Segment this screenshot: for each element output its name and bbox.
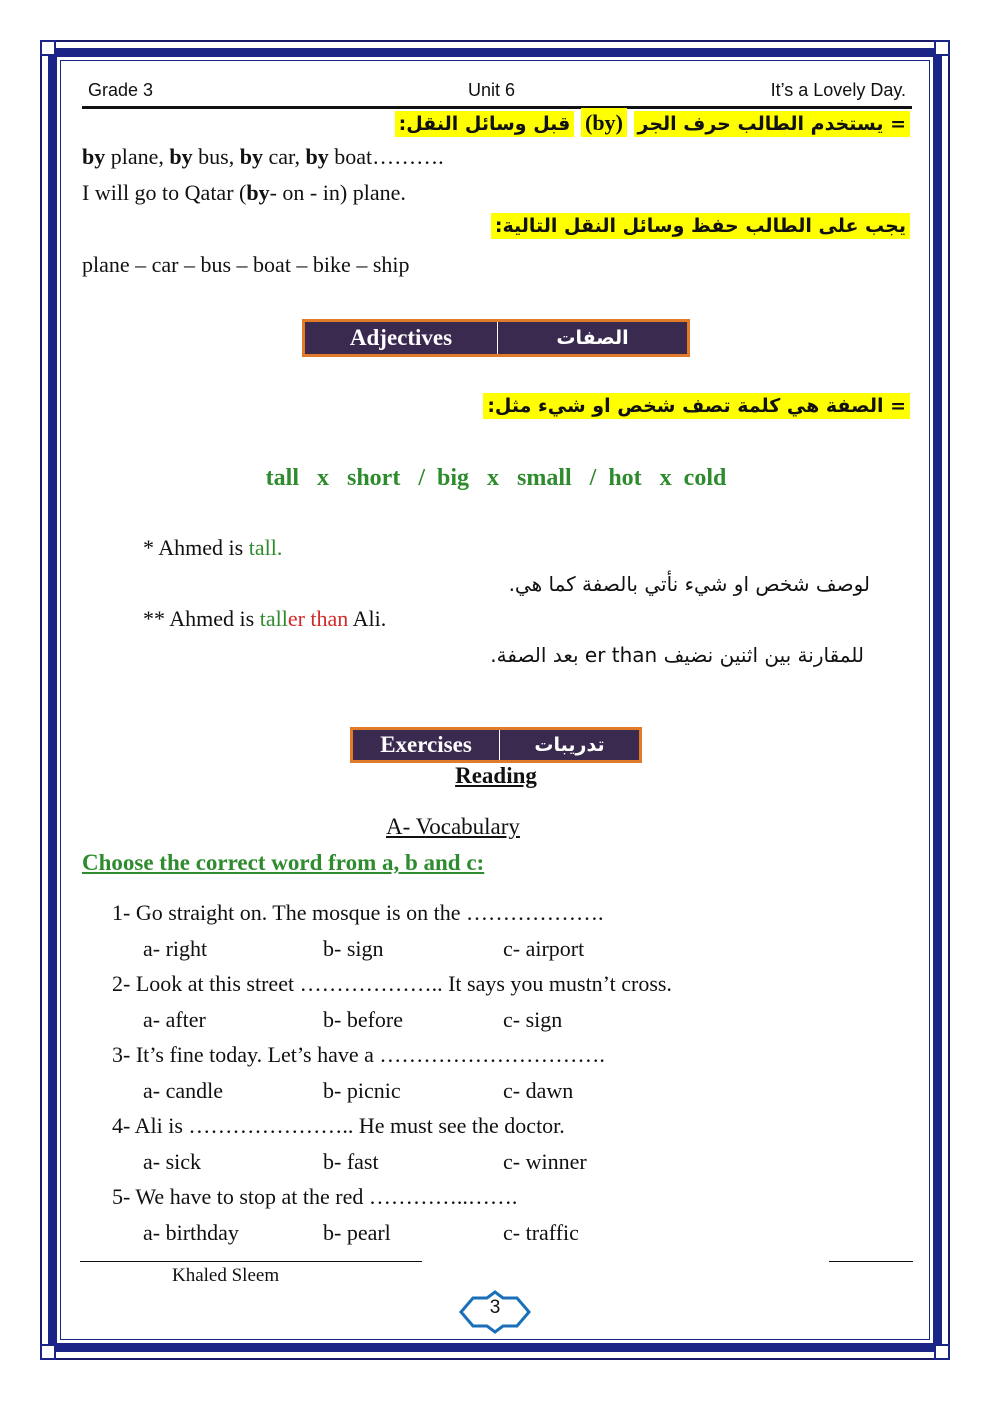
option-b[interactable]: b- before xyxy=(323,1007,404,1032)
option-c[interactable]: c- airport xyxy=(503,936,585,961)
answer-options xyxy=(112,1007,892,1042)
adjectives-badge-en: Adjectives xyxy=(305,322,498,354)
transport-list: plane – car – bus – boat – bike – ship xyxy=(82,252,410,277)
corner-ornament xyxy=(40,40,56,56)
vocabulary-heading: A- Vocabulary xyxy=(386,814,520,839)
example-text: bus, xyxy=(192,144,240,169)
reading-heading: Reading xyxy=(455,763,537,788)
example-1 xyxy=(143,535,282,561)
page-header xyxy=(82,78,912,109)
option-b[interactable]: b- sign xyxy=(323,936,384,961)
example-text: ** Ahmed is xyxy=(143,606,260,631)
adjective-word: tall xyxy=(259,606,288,631)
footer-rule-right xyxy=(829,1261,913,1262)
question-text: 2- Look at this street ……………….. It says you mustn’t cross. xyxy=(112,971,672,996)
memorize-text: يجب على الطالب حفظ وسائل النقل التالية: xyxy=(491,213,910,239)
option-c[interactable]: c- sign xyxy=(503,1007,563,1032)
by-rule-by: (by) xyxy=(581,108,627,137)
option-a[interactable]: a- candle xyxy=(143,1078,223,1103)
example-text: * Ahmed is xyxy=(143,535,249,560)
example-text: car, xyxy=(262,144,306,169)
adjective-word: tall. xyxy=(248,535,283,560)
exercises-badge xyxy=(350,727,642,763)
header-title: It’s a Lovely Day. xyxy=(770,80,906,100)
question-item xyxy=(112,971,892,1042)
sentence-text: - on - in) plane. xyxy=(269,180,406,205)
example-text: plane, xyxy=(105,144,170,169)
example-2 xyxy=(143,606,386,632)
adjectives-badge-ar: الصفات xyxy=(556,327,629,349)
exercises-badge-ar: تدريبات xyxy=(534,734,605,756)
question-item xyxy=(112,1042,892,1113)
comparative-suffix: er than xyxy=(287,606,349,631)
question-text: 4- Ali is ………………….. He must see the doctor. xyxy=(112,1113,565,1138)
question-text: 3- It’s fine today. Let’s have a …………………………. xyxy=(112,1042,605,1067)
question-text: 5- We have to stop at the red …………..……. xyxy=(112,1184,518,1209)
page-number: 3 xyxy=(489,1297,501,1318)
exercises-badge-en: Exercises xyxy=(353,730,500,760)
question-item xyxy=(112,1113,892,1184)
header-grade: Grade 3 xyxy=(88,80,154,100)
footer-author: Khaled Sleem xyxy=(172,1265,280,1286)
option-c[interactable]: c- winner xyxy=(503,1149,587,1174)
by-word: by xyxy=(82,144,106,169)
option-a[interactable]: a- sick xyxy=(143,1149,202,1174)
header-unit: Unit 6 xyxy=(468,80,516,100)
answer-options xyxy=(112,1149,892,1184)
answer-options xyxy=(112,1078,892,1113)
corner-ornament xyxy=(934,40,950,56)
by-word: by xyxy=(246,180,270,205)
adjective-definition xyxy=(483,395,910,417)
memorize-note xyxy=(491,215,910,237)
adjectives-badge xyxy=(302,319,690,357)
example-text: Ali. xyxy=(348,606,387,631)
by-word: by xyxy=(239,144,263,169)
by-rule-text-1: = يستخدم الطالب حرف الجر xyxy=(634,111,910,137)
corner-ornament xyxy=(934,1344,950,1360)
option-c[interactable]: c- traffic xyxy=(503,1220,579,1245)
by-sentence xyxy=(82,180,406,206)
question-item xyxy=(112,900,892,971)
sentence-text: I will go to Qatar ( xyxy=(82,180,247,205)
answer-options xyxy=(112,1220,892,1255)
corner-ornament xyxy=(40,1344,56,1360)
by-word: by xyxy=(305,144,329,169)
question-list xyxy=(112,900,892,1255)
option-a[interactable]: a- birthday xyxy=(143,1220,239,1245)
question-text: 1- Go straight on. The mosque is on the ………………. xyxy=(112,900,604,925)
by-rule xyxy=(395,110,910,136)
example-1-note: لوصف شخص او شيء نأتي بالصفة كما هي. xyxy=(508,572,870,596)
option-b[interactable]: b- picnic xyxy=(323,1078,401,1103)
option-a[interactable]: a- right xyxy=(143,936,208,961)
option-b[interactable]: b- fast xyxy=(323,1149,379,1174)
adjective-pairs: tall x short / big x small / hot x cold xyxy=(265,465,727,491)
footer-rule-left xyxy=(80,1261,422,1262)
definition-text: = الصفة هي كلمة تصف شخص او شيء مثل: xyxy=(483,393,910,419)
option-a[interactable]: a- after xyxy=(143,1007,206,1032)
by-rule-text-2: قبل وسائل النقل: xyxy=(395,111,575,137)
question-item xyxy=(112,1184,892,1255)
option-c[interactable]: c- dawn xyxy=(503,1078,574,1103)
option-b[interactable]: b- pearl xyxy=(323,1220,391,1245)
example-2-note: للمقارنة بين اثنين نضيف er than بعد الصفة. xyxy=(490,643,864,667)
instruction: Choose the correct word from a, b and c: xyxy=(82,850,485,875)
by-word: by xyxy=(169,144,193,169)
answer-options xyxy=(112,936,892,971)
by-examples xyxy=(82,144,444,170)
example-text: boat………. xyxy=(328,144,444,169)
